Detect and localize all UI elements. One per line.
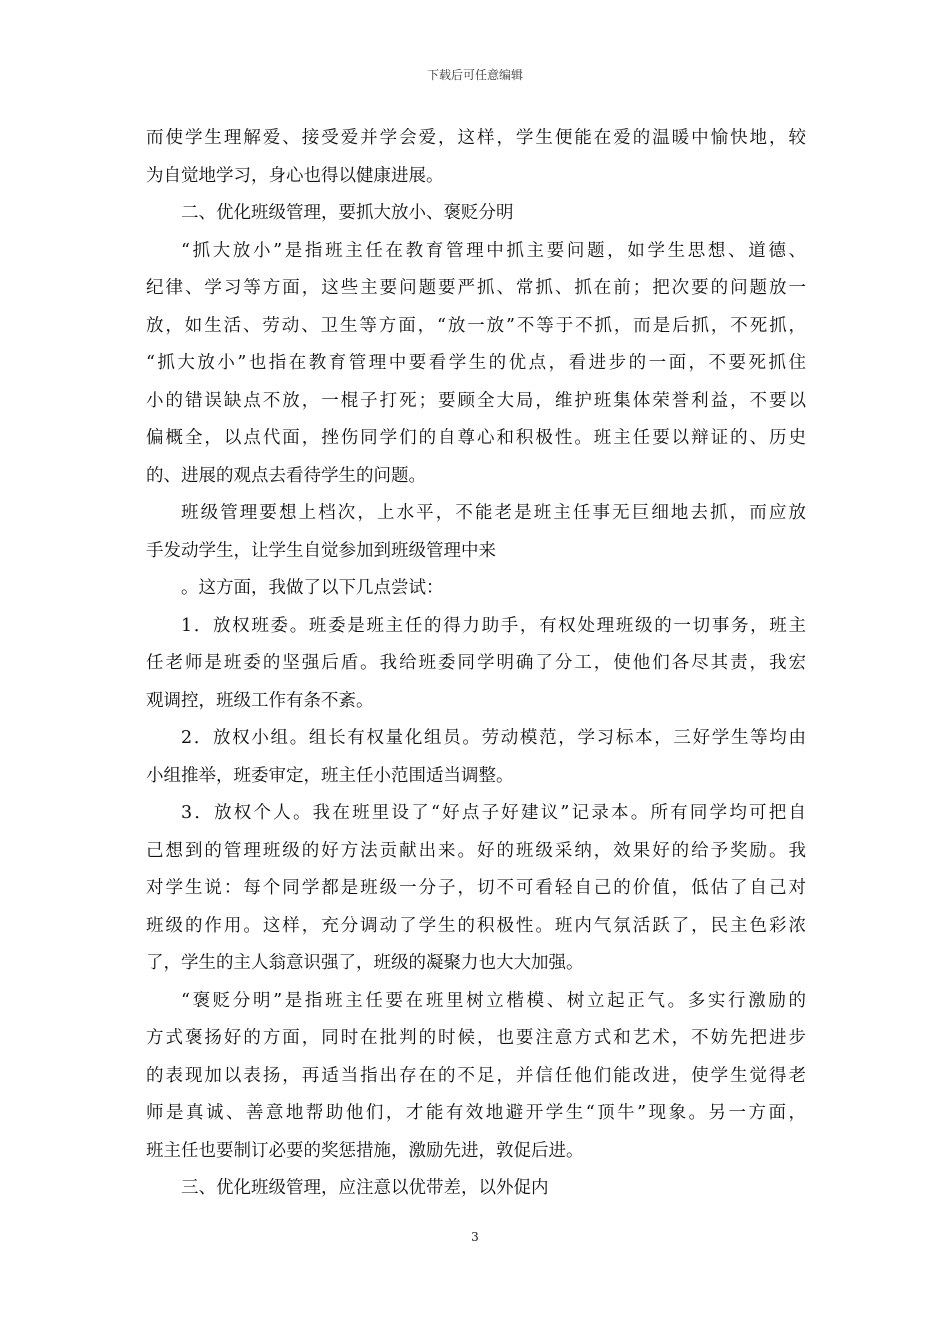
text-line: 放，如生活、劳动、卫生等方面，“放一放”不等于不抓，而是后抓，不死抓，: [146, 315, 806, 336]
text-line: 班主任也要制订必要的奖惩措施，激励先进，敦促后进。: [146, 1140, 584, 1161]
text-line: 任老师是班委的坚强后盾。我给班委同学明确了分工，使他们各尽其责，我宏: [146, 653, 806, 673]
text-line: 师是真诚、善意地帮助他们，才能有效地避开学生“顶牛”现象。另一方面，: [146, 1103, 806, 1123]
body-text: [146, 120, 806, 1208]
list-item-line: 3．放权个人。我在班里设了“好点子好建议”记录本。所有同学均可把自: [181, 803, 806, 823]
text-line: 的表现加以表扬，再适当指出存在的不足，并信任他们能改进，使学生觉得老: [146, 1065, 806, 1086]
text-line: 的、进展的观点去看待学生的问题。: [146, 465, 426, 486]
list-item-line: 2．放权小组。组长有权量化组员。劳动模范，学习标本，三好学生等均由: [181, 728, 806, 748]
text-line: 方式褒扬好的方面，同时在批判的时候，也要注意方式和艺术，不妨先把进步: [146, 1028, 806, 1048]
text-line: 。这方面，我做了以下几点尝试：: [181, 578, 444, 598]
text-line: “褒贬分明”是指班主任要在班里树立楷模、树立起正气。多实行激励的: [181, 990, 806, 1011]
text-line: 而使学生理解爱、接受爱并学会爱，这样，学生便能在爱的温暖中愉快地，较: [146, 128, 806, 148]
text-line: 观调控，班级工作有条不紊。: [146, 690, 374, 711]
text-line: 小组推举，班委审定，班主任小范围适当调整。: [146, 765, 514, 786]
text-line: 为自觉地学习，身心也得以健康进展。: [146, 165, 444, 186]
text-line: “抓大放小”是指班主任在教育管理中抓主要问题，如学生思想、道德、: [181, 240, 806, 261]
text-line: “抓大放小”也指在教育管理中要看学生的优点，看进步的一面，不要死抓住: [146, 353, 806, 373]
text-line: 偏概全，以点代面，挫伤同学们的自尊心和积极性。班主任要以辩证的、历史: [146, 428, 806, 448]
text-line: 小的错误缺点不放，一棍子打死；要顾全大局，维护班集体荣誉利益，不要以: [146, 390, 806, 411]
text-line: 了，学生的主人翁意识强了，班级的凝聚力也大大加强。: [146, 953, 584, 973]
text-line: 班级管理要想上档次，上水平，不能老是班主任事无巨细地去抓，而应放: [181, 503, 806, 523]
page-header: 下载后可任意编辑: [426, 68, 523, 82]
text-line: 己想到的管理班级的好方法贡献出来。好的班级采纳，效果好的给予奖励。我: [146, 840, 806, 861]
text-line: 对学生说：每个同学都是班级一分子，切不可看轻自己的价值，低估了自己对: [146, 878, 806, 898]
text-line: 手发动学生，让学生自觉参加到班级管理中来: [146, 540, 496, 561]
text-line: 纪律、学习等方面，这些主要问题要严抓、常抓、抓在前；把次要的问题放一: [146, 278, 806, 298]
text-line: 班级的作用。这样，充分调动了学生的积极性。班内气氛活跃了，民主色彩浓: [146, 915, 806, 936]
page-number: 3: [471, 1230, 479, 1244]
section-heading: 二、优化班级管理，要抓大放小、褒贬分明: [181, 203, 514, 223]
list-item-line: 1．放权班委。班委是班主任的得力助手，有权处理班级的一切事务，班主: [181, 615, 806, 636]
section-heading: 三、优化班级管理，应注意以优带差，以外促内: [181, 1178, 549, 1198]
